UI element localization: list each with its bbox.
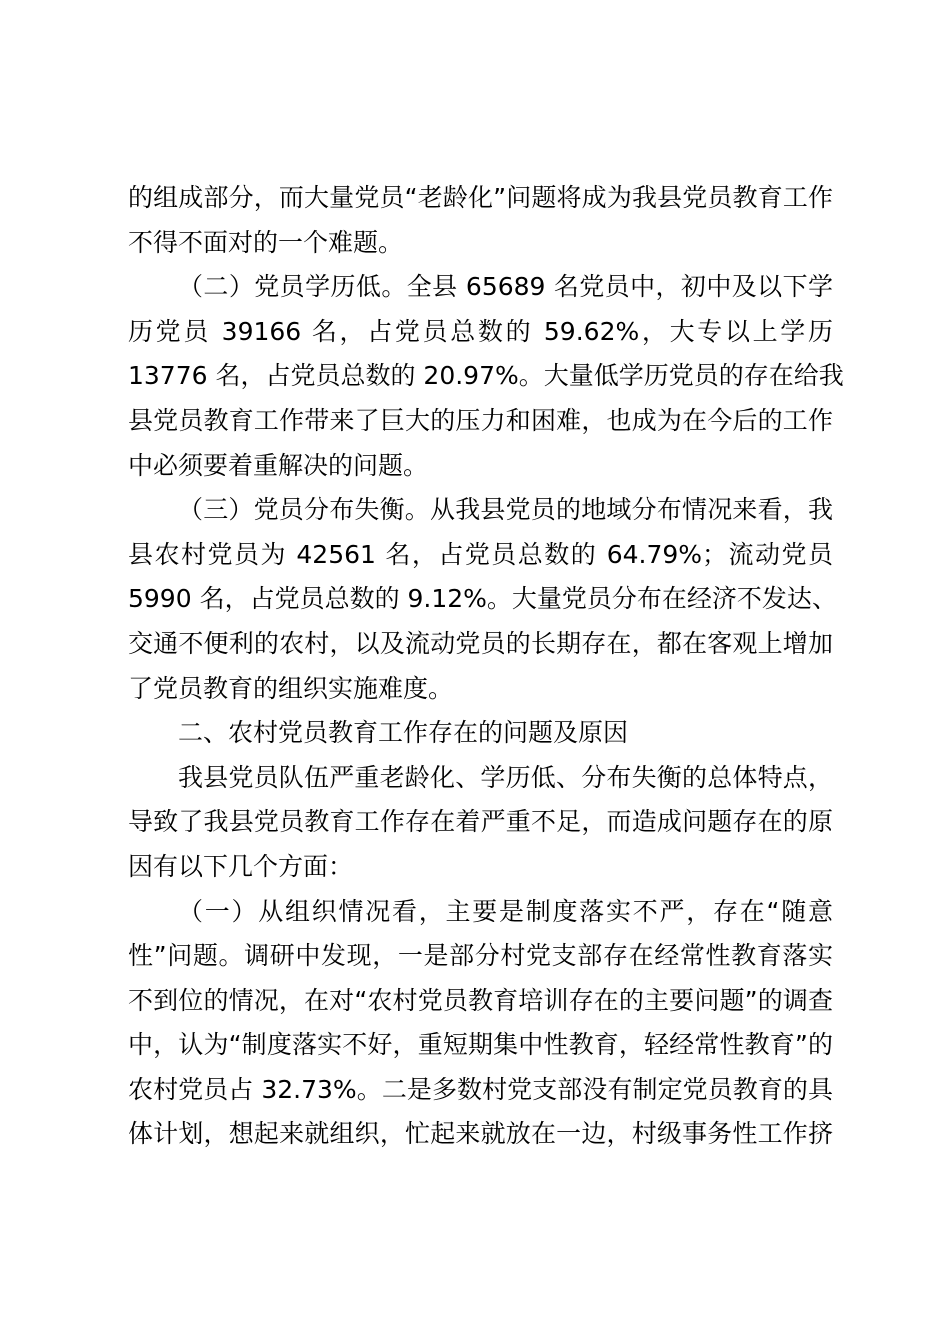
text-line: 历党员 39166 名，占党员总数的 59.62%，大专以上学历 [128, 316, 833, 346]
section-title: 二、农村党员教育工作存在的问题及原因 [178, 718, 629, 748]
section-heading-line: （三）党员分布失衡。从我县党员的地域分布情况来看，我 [178, 495, 833, 525]
body-text [128, 176, 844, 1157]
text-line: 因有以下几个方面： [128, 851, 354, 881]
text-line: 县农村党员为 42561 名，占党员总数的 64.79%；流动党员 [128, 539, 833, 569]
text-line: 性”问题。调研中发现，一是部分村党支部存在经常性教育落实 [128, 941, 833, 971]
text-line: 了党员教育的组织实施难度。 [128, 673, 454, 703]
text-line: 中必须要着重解决的问题。 [128, 450, 429, 480]
text-line: 不得不面对的一个难题。 [128, 227, 404, 257]
text-line: 导致了我县党员教育工作存在着严重不足，而造成问题存在的原 [128, 807, 833, 837]
text-line: 5990 名，占党员总数的 9.12%。大量党员分布在经济不发达、 [128, 584, 837, 614]
section-heading-line: （二）党员学历低。全县 65689 名党员中，初中及以下学 [178, 272, 833, 302]
text-line: 的组成部分，而大量党员“老龄化”问题将成为我县党员教育工作 [128, 183, 833, 212]
section-heading-line: （一）从组织情况看，主要是制度落实不严，存在“随意 [178, 896, 833, 926]
text-line: 县党员教育工作带来了巨大的压力和困难，也成为在今后的工作 [128, 405, 833, 435]
paragraph-start-line: 我县党员队伍严重老龄化、学历低、分布失衡的总体特点， [178, 762, 833, 792]
text-line: 不到位的情况，在对“农村党员教育培训存在的主要问题”的调查 [128, 985, 833, 1015]
text-line: 农村党员占 32.73%。二是多数村党支部没有制定党员教育的具 [128, 1074, 833, 1104]
text-line: 中，认为“制度落实不好，重短期集中性教育，轻经常性教育”的 [128, 1030, 833, 1060]
text-line: 交通不便利的农村，以及流动党员的长期存在，都在客观上增加 [128, 628, 833, 658]
text-line: 体计划，想起来就组织，忙起来就放在一边，村级事务性工作挤 [128, 1119, 833, 1149]
text-line: 13776 名，占党员总数的 20.97%。大量低学历党员的存在给我 [128, 361, 844, 391]
